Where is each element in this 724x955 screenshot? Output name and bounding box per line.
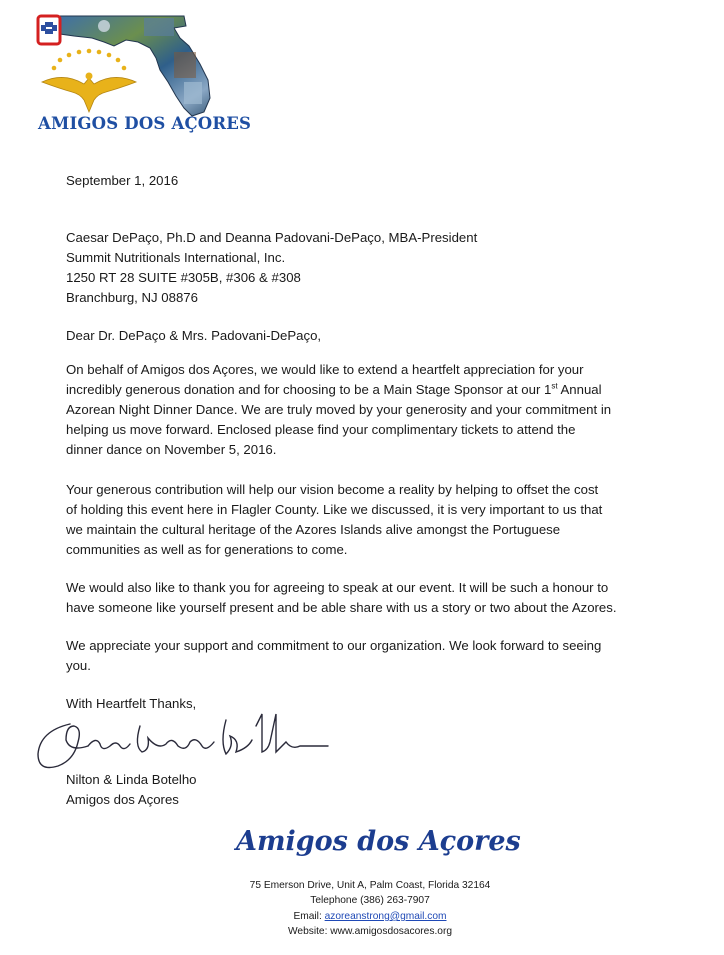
salutation: Dear Dr. DePaço & Mrs. Padovani-DePaço, [66, 328, 322, 343]
paragraph-line: Your generous contribution will help our vision become a reality by helping to offset the cost [66, 482, 599, 497]
paragraph-line: we maintain the cultural heritage of the Azores Islands alive amongst the Portuguese [66, 522, 561, 537]
ordinal-suffix: st [551, 381, 558, 391]
signer-block [66, 770, 197, 810]
organization-name: AMIGOS DOS AÇORES [38, 114, 252, 133]
paragraph-line: you. [66, 658, 91, 673]
email-label: Email: [293, 910, 325, 922]
footer-address: 75 Emerson Drive, Unit A, Palm Coast, Florida 32164 [249, 880, 491, 891]
paragraph-line: dinner dance on November 5, 2016. [66, 442, 277, 457]
body-paragraph [66, 480, 706, 560]
paragraph-text: incredibly generous donation and for choosing to be a Main Stage Sponsor at our 1 [66, 382, 552, 397]
body-paragraph [66, 578, 706, 618]
paragraph-line: of holding this event here in Flagler County. Like we discussed, it is very important to us that [66, 502, 603, 517]
paragraph-line: On behalf of Amigos dos Açores, we would like to extend a heartfelt appreciation for your [66, 362, 584, 377]
signer-organization: Amigos dos Açores [66, 792, 179, 807]
footer-website: Website: www.amigosdosacores.org [287, 926, 452, 938]
paragraph-line: We appreciate your support and commitment to our organization. We look forward to seeing [66, 638, 602, 653]
florida-map-logo-icon [34, 12, 234, 117]
paragraph-line: helping us move forward. Enclosed please find your complimentary tickets to attend the [66, 422, 576, 437]
letterhead-logo [34, 12, 252, 142]
footer-email-line [200, 909, 540, 924]
email-link[interactable]: azoreanstrong@gmail.com [324, 910, 447, 922]
paragraph-line: communities as well as for generations to come. [66, 542, 348, 557]
recipient-address [66, 228, 477, 308]
handwritten-signature-icon [30, 706, 330, 776]
address-line: 1250 RT 28 SUITE #305B, #306 & #308 [66, 270, 301, 285]
address-line: Caesar DePaço, Ph.D and Deanna Padovani-DePaço, MBA-President [66, 230, 478, 245]
body-paragraph [66, 636, 706, 676]
paragraph-line: We would also like to thank you for agreeing to speak at our event. It will be such a honour to [66, 580, 609, 595]
footer-telephone: Telephone (386) 263-7907 [310, 895, 430, 907]
signer-names: Nilton & Linda Botelho [66, 772, 197, 787]
paragraph-line: have someone like yourself present and be able share with us a story or two about the Azores. [66, 600, 617, 615]
body-paragraph [66, 360, 706, 460]
address-line: Summit Nutritionals International, Inc. [66, 250, 286, 265]
paragraph-line: Azorean Night Dinner Dance. We are truly moved by your generosity and your commitment in [66, 402, 612, 417]
paragraph-text: Annual [557, 382, 602, 397]
letter-date: September 1, 2016 [66, 173, 179, 188]
footer-contact [200, 878, 540, 940]
footer-script-logo: Amigos dos Açores [236, 826, 521, 857]
closing: With Heartfelt Thanks, [66, 696, 197, 711]
paragraph-line [66, 380, 706, 400]
address-line: Branchburg, NJ 08876 [66, 290, 198, 305]
